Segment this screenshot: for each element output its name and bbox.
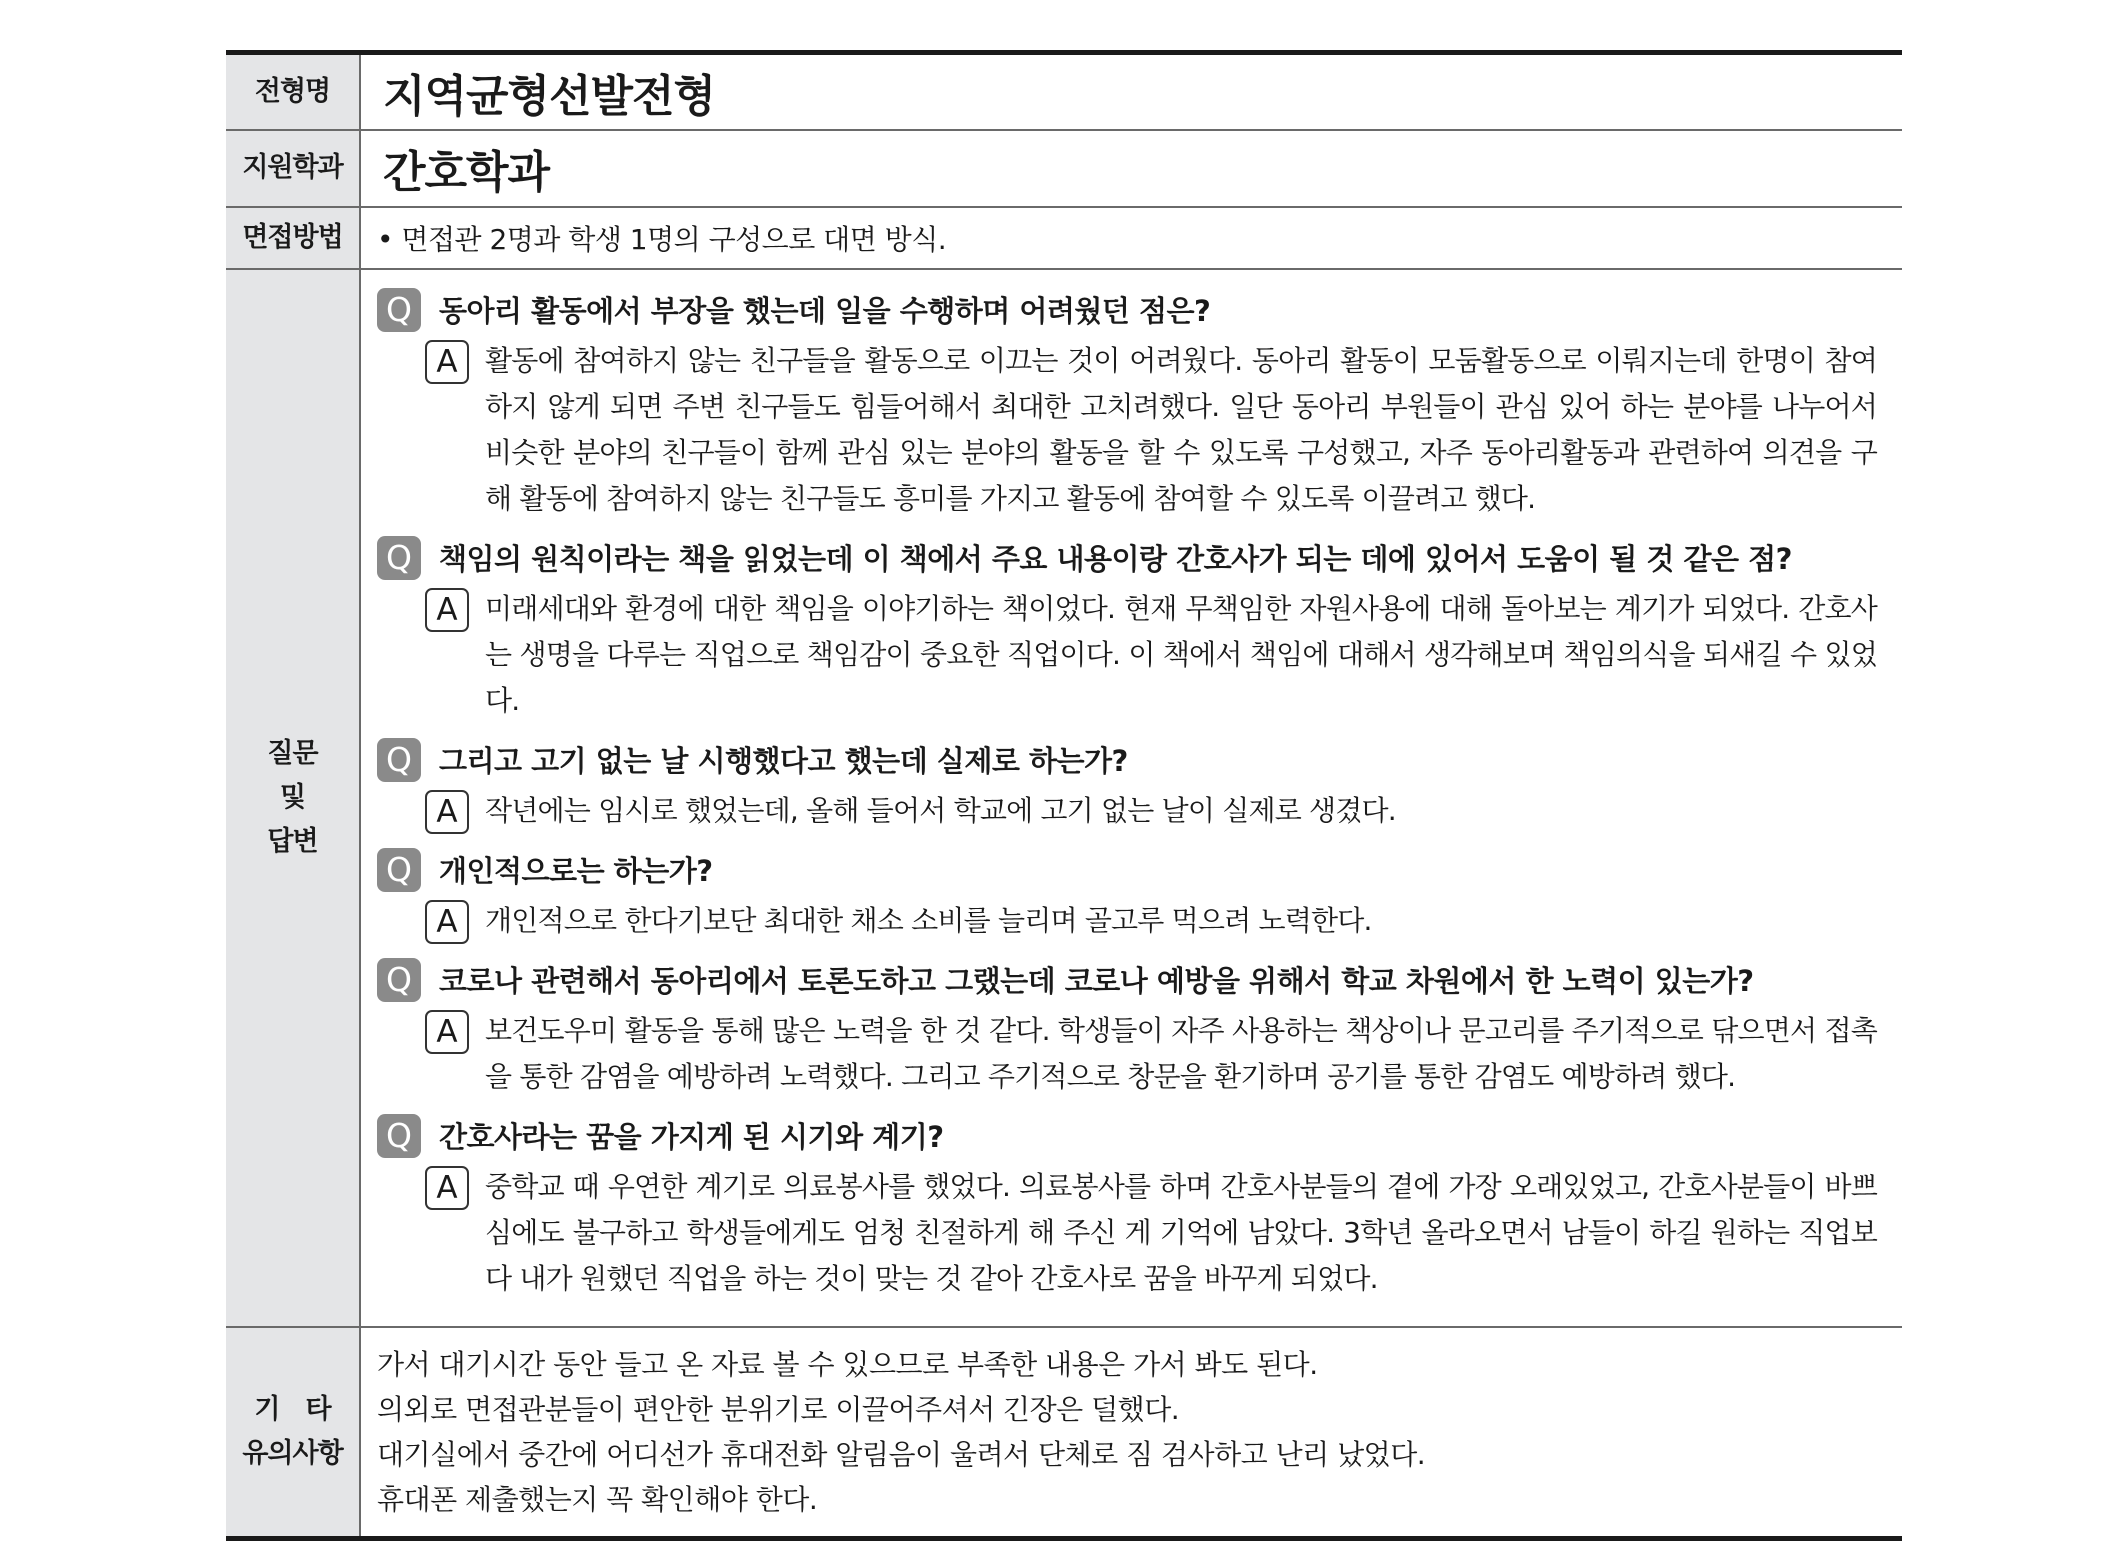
value-department: 간호학과 [360,130,1902,207]
note-item: 의외로 면접관분들이 편안한 분위기로 이끌어주셔서 긴장은 덜했다. [377,1392,1180,1426]
label-admission-type: 전형명 [226,53,360,130]
question-text: 개인적으로는 하는가? [439,854,713,888]
question-item [377,536,1902,580]
interview-table [226,50,1902,1541]
value-admission-type: 지역균형선발전형 [383,70,716,122]
answer-text: 활동에 참여하지 않는 친구들을 활동으로 이끄는 것이 어려웠다. 동아리 활동이 모둠활동으로 이뤄지는데 한명이 참여하지 않게 되면 주변 친구들도 힘들어해서 최대한 고치려했다. 일단 동아리 부원들이 관심 있어 하는 분야를 나누어서 비슷한 분야의 친구들이 함께 관심 있는 분야의 활동을 할 수 있도록 구성했고, 자주 동아리활동과 관련하여 의견을 구해 활동에 참여하지 않는 친구들도 흥미를 가지고 활동에 참여할 수 있도록 이끌려고 했다. [485,343,1877,515]
label-notes-line-1: 기 타 [254,1393,331,1425]
qa-list [360,269,1902,1327]
row-notes [226,1327,1902,1539]
answer-text: 중학교 때 우연한 계기로 의료봉사를 했었다. 의료봉사를 하며 간호사분들의 곁에 가장 오래있었고, 간호사분들이 바쁘심에도 불구하고 학생들에게도 엄청 친절하게 해 주신 게 기억에 남았다. 3학년 올라오면서 남들이 하길 원하는 직업보다 내가 원했던 직업을 하는 것이 맞는 것 같아 간호사로 꿈을 바꾸게 되었다. [485,1169,1877,1295]
answer-item [377,588,1902,724]
row-interview-method [226,207,1902,269]
answer-item [377,790,1902,834]
question-text: 동아리 활동에서 부장을 했는데 일을 수행하며 어려웠던 점은? [439,294,1211,328]
notes-list [360,1327,1902,1539]
interview-document [226,50,1902,1541]
answer-badge: A [425,1010,469,1054]
answer-text: 미래세대와 환경에 대한 책임을 이야기하는 책이었다. 현재 무책임한 자원사용에 대해 돌아보는 계기가 되었다. 간호사는 생명을 다루는 직업으로 책임감이 중요한 직업이다. 이 책에서 책임에 대해서 생각해보며 책임의식을 되새길 수 있었다. [485,591,1877,717]
question-badge: Q [377,288,421,332]
question-text: 책임의 원칙이라는 책을 읽었는데 이 책에서 주요 내용이랑 간호사가 되는 데에 있어서 도움이 될 것 같은 점? [439,542,1792,576]
label-department: 지원학과 [226,130,360,207]
note-item: 휴대폰 제출했는지 꼭 확인해야 한다. [377,1482,818,1516]
answer-item [377,900,1902,944]
row-qa [226,269,1902,1327]
answer-text: 개인적으로 한다기보단 최대한 채소 소비를 늘리며 골고루 먹으려 노력한다. [485,903,1372,937]
question-item [377,288,1902,332]
answer-badge: A [425,588,469,632]
answer-text: 작년에는 임시로 했었는데, 올해 들어서 학교에 고기 없는 날이 실제로 생겼다. [485,793,1396,827]
question-item [377,1114,1902,1158]
question-text: 간호사라는 꿈을 가지게 된 시기와 계기? [439,1120,944,1154]
label-interview-method: 면접방법 [226,207,360,269]
question-badge: Q [377,738,421,782]
question-badge: Q [377,536,421,580]
note-item: 대기실에서 중간에 어디선가 휴대전화 알림음이 울려서 단체로 짐 검사하고 난리 났었다. [377,1437,1426,1471]
question-item [377,848,1902,892]
answer-text: 보건도우미 활동을 통해 많은 노력을 한 것 같다. 학생들이 자주 사용하는 책상이나 문고리를 주기적으로 닦으면서 접촉을 통한 감염을 예방하려 노력했다. 그리고 주기적으로 창문을 환기하며 공기를 통한 감염도 예방하려 했다. [485,1013,1877,1093]
question-text: 코로나 관련해서 동아리에서 토론도하고 그랬는데 코로나 예방을 위해서 학교 차원에서 한 노력이 있는가? [439,964,1754,998]
row-admission-type [226,53,1902,130]
question-badge: Q [377,848,421,892]
answer-item [377,1166,1902,1302]
label-qa-line-2: 및 [279,781,306,813]
note-item: 가서 대기시간 동안 들고 온 자료 볼 수 있으므로 부족한 내용은 가서 봐도 된다. [377,1347,1318,1381]
question-badge: Q [377,1114,421,1158]
label-notes-line-2: 유의사항 [242,1437,343,1469]
label-qa-line-1: 질문 [267,737,318,769]
question-text: 그리고 고기 없는 날 시행했다고 했는데 실제로 하는가? [439,744,1128,778]
question-badge: Q [377,958,421,1002]
row-department [226,130,1902,207]
question-item [377,958,1902,1002]
label-qa [226,269,360,1327]
answer-badge: A [425,790,469,834]
answer-badge: A [425,340,469,384]
question-item [377,738,1902,782]
answer-badge: A [425,900,469,944]
answer-item [377,340,1902,522]
label-notes [226,1327,360,1539]
value-interview-method: • 면접관 2명과 학생 1명의 구성으로 대면 방식. [360,207,1902,269]
answer-badge: A [425,1166,469,1210]
label-qa-line-3: 답변 [267,825,318,857]
answer-item [377,1010,1902,1100]
